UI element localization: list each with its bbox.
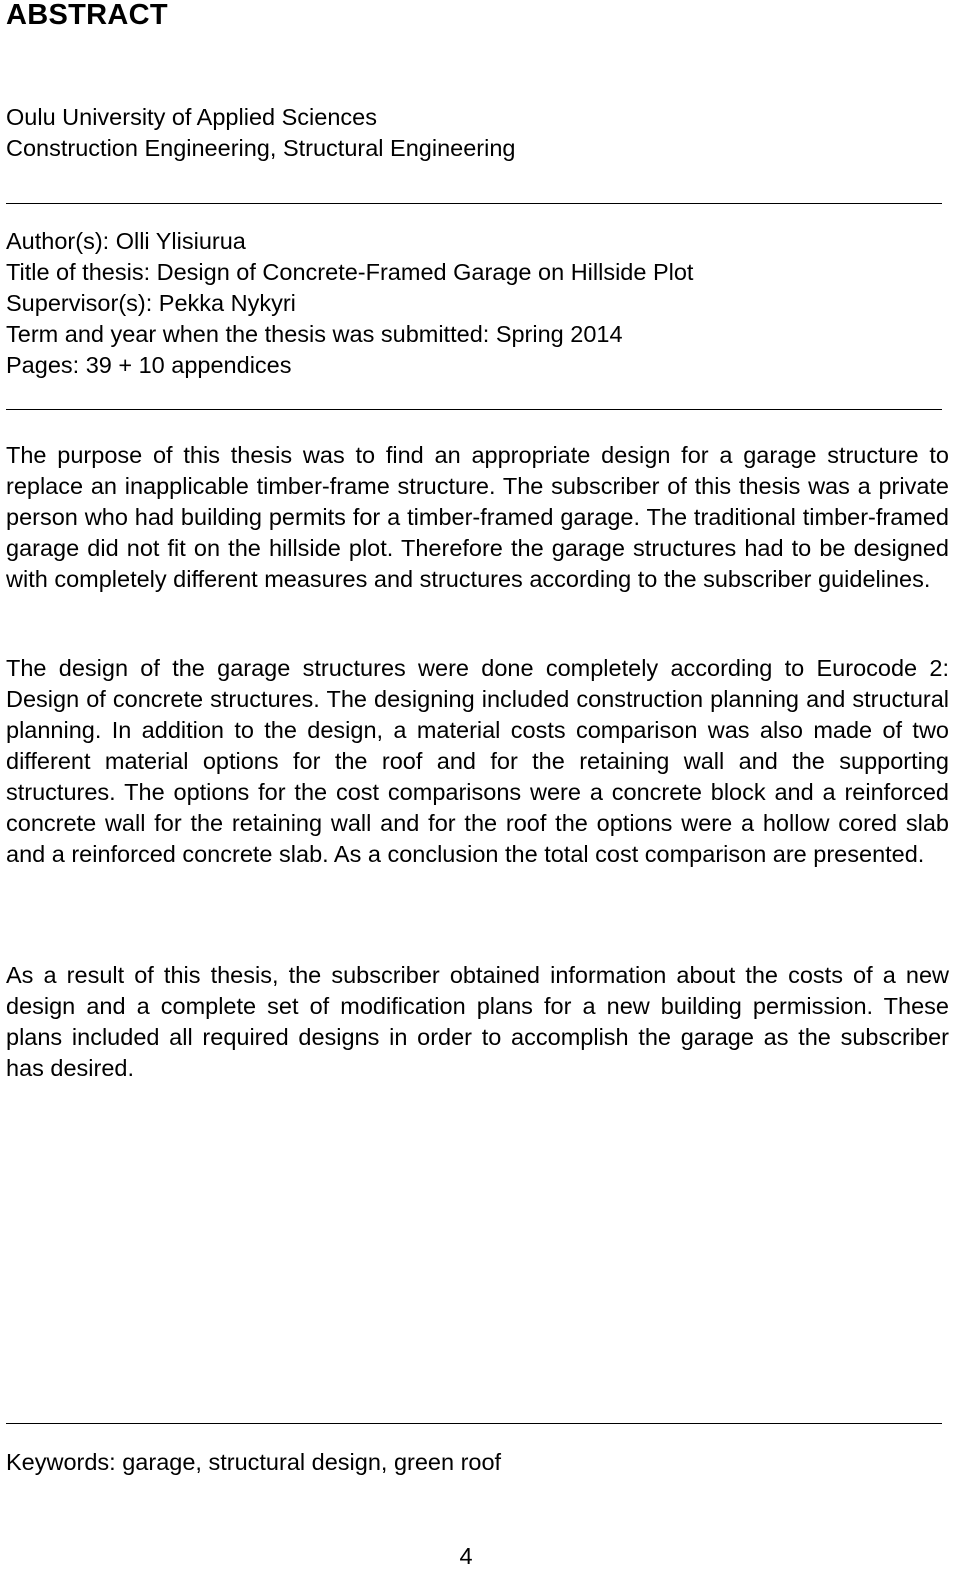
abstract-paragraph-purpose: The purpose of this thesis was to find an appropriate design for a garage structure to replace an inapplicable timber-frame structure. The subscriber of this thesis was a private person who had building permits for a timber-framed garage. The traditional timber-framed garage did not fit on the hillside plot. Therefore the garage structures had to be designed with completely different measures and structures according to the subscriber guidelines. bbox=[6, 442, 949, 592]
university-name: Oulu University of Applied Sciences bbox=[6, 104, 377, 130]
term-line: Term and year when the thesis was submitted: Spring 2014 bbox=[6, 321, 623, 347]
abstract-paragraph-design: The design of the garage structures were done completely according to Eurocode 2: Design of concrete structures. The designing included construction planning and structural planning. In addition to the design, a material costs comparison was also made of two different material options for the roof and for the retaining wall and the supporting structures. The options for the cost comparisons were a concrete block and a reinforced concrete wall for the retaining wall and for the roof the options were a hollow cored slab and a reinforced concrete slab. As a conclusion the total cost comparison are presented. bbox=[6, 655, 949, 867]
page-number: 4 bbox=[459, 1543, 473, 1569]
thesis-title-line: Title of thesis: Design of Concrete-Framed Garage on Hillside Plot bbox=[6, 259, 694, 285]
institution-block bbox=[6, 102, 515, 164]
page-title: ABSTRACT bbox=[6, 0, 168, 31]
divider bbox=[6, 409, 942, 410]
keywords-line: Keywords: garage, structural design, green roof bbox=[6, 1449, 502, 1475]
divider bbox=[6, 1423, 942, 1424]
pages-line: Pages: 39 + 10 appendices bbox=[6, 352, 292, 378]
thesis-details-block bbox=[6, 226, 693, 381]
author-line: Author(s): Olli Ylisiurua bbox=[6, 228, 246, 254]
abstract-paragraph-result: As a result of this thesis, the subscriber obtained information about the costs of a new design and a complete set of modification plans for a new building permission. These plans included all required designs in order to accomplish the garage as the subscriber has desired. bbox=[6, 962, 949, 1081]
divider bbox=[6, 203, 942, 204]
supervisor-line: Supervisor(s): Pekka Nykyri bbox=[6, 290, 296, 316]
programme-name: Construction Engineering, Structural Engineering bbox=[6, 135, 516, 161]
